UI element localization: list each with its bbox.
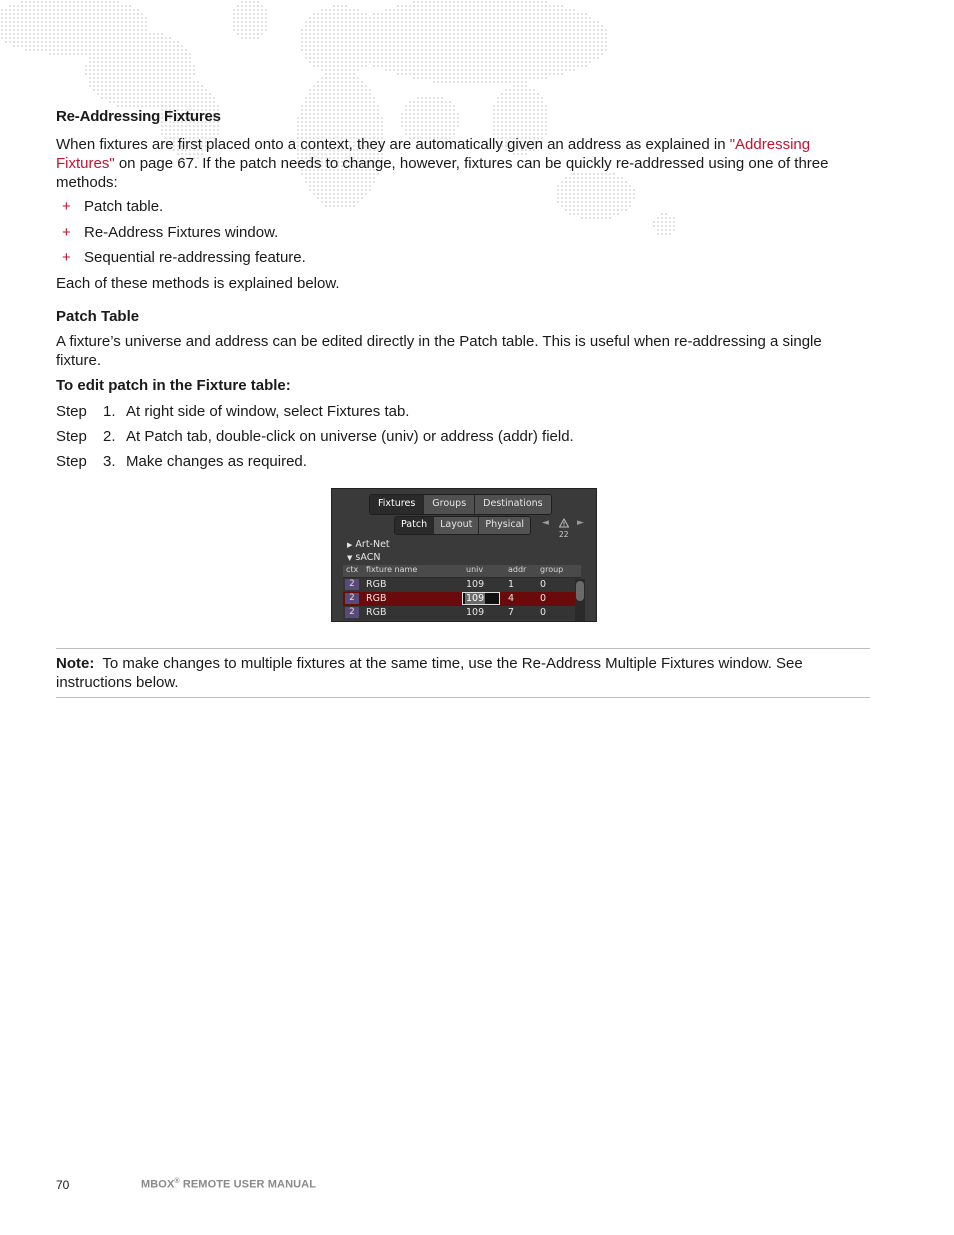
tab-layout[interactable]: Layout (434, 517, 479, 534)
warning-icon[interactable] (559, 518, 569, 528)
main-tabs (369, 494, 552, 515)
subsection-title: Patch Table (56, 308, 140, 325)
sub-tabs (394, 516, 531, 535)
patch-paragraph: A fixture’s universe and address can be edited directly in the Patch table. This is useful when re-addressing a single fixture. (56, 333, 822, 369)
list-item: + Re-Address Fixtures window. (62, 223, 279, 241)
tab-groups[interactable]: Groups (424, 495, 475, 514)
note-bottom-rule (56, 697, 870, 698)
methods-list (56, 197, 306, 274)
univ-edit-field[interactable]: 109 (462, 592, 500, 605)
patch-table (343, 565, 581, 620)
intro-paragraph (56, 135, 870, 192)
expand-triangle-icon: ▶ (347, 541, 353, 549)
tab-destinations[interactable]: Destinations (475, 495, 550, 514)
manual-title: MBOX® REMOTE USER MANUAL (141, 1178, 317, 1191)
note-paragraph (56, 654, 870, 692)
procedure-title: To edit patch in the Fixture table: (56, 377, 291, 394)
plus-bullet-icon: + (62, 249, 71, 266)
next-arrow-icon[interactable]: ► (577, 518, 584, 528)
table-row-selected[interactable]: 2 RGB 109 4 0 (343, 592, 581, 606)
plus-bullet-icon: + (62, 198, 71, 215)
table-header: ctx fixture name univ addr group (343, 565, 581, 578)
tab-patch[interactable]: Patch (395, 517, 434, 534)
plus-bullet-icon: + (62, 223, 71, 241)
fixture-count: 22 (559, 530, 569, 539)
scrollbar-thumb[interactable] (576, 581, 584, 601)
list-item: + Sequential re-addressing feature. (62, 249, 306, 266)
addressing-fixtures-link[interactable]: "Addressing Fixtures" (56, 136, 811, 172)
collapse-triangle-icon: ▼ (347, 554, 353, 562)
note-label: Note: (56, 655, 95, 672)
tab-physical[interactable]: Physical (479, 517, 530, 534)
page-number: 70 (56, 1178, 70, 1192)
fixtures-patch-screenshot (331, 488, 597, 622)
tree-item-sacn[interactable]: ▼ sACN (347, 552, 381, 563)
table-row[interactable]: 2 RGB 109 1 0 (343, 578, 581, 592)
note-text: To make changes to multiple fixtures at the same time, use the Re-Address Multiple Fixtures window. See instructions below. (56, 655, 803, 691)
intro-text-end: on page 67. If the patch needs to change, however, fixtures can be quickly re-addressed using one of three methods: (56, 155, 829, 191)
tab-fixtures[interactable]: Fixtures (370, 495, 424, 514)
intro-text: When fixtures are first placed onto a context, they are automatically given an address as explained in (56, 136, 730, 153)
previous-arrow-icon[interactable]: ◄ (542, 518, 549, 528)
list-item: + Patch table. (62, 198, 164, 215)
note-top-rule (56, 648, 870, 649)
tree-item-art-net[interactable]: ▶ Art-Net (347, 539, 390, 550)
section-title: Re-Addressing Fixtures (56, 108, 221, 125)
table-row[interactable]: 2 RGB 109 7 0 (343, 606, 581, 620)
methods-summary: Each of these methods is explained below. (56, 275, 340, 292)
table-scrollbar[interactable] (575, 579, 585, 621)
